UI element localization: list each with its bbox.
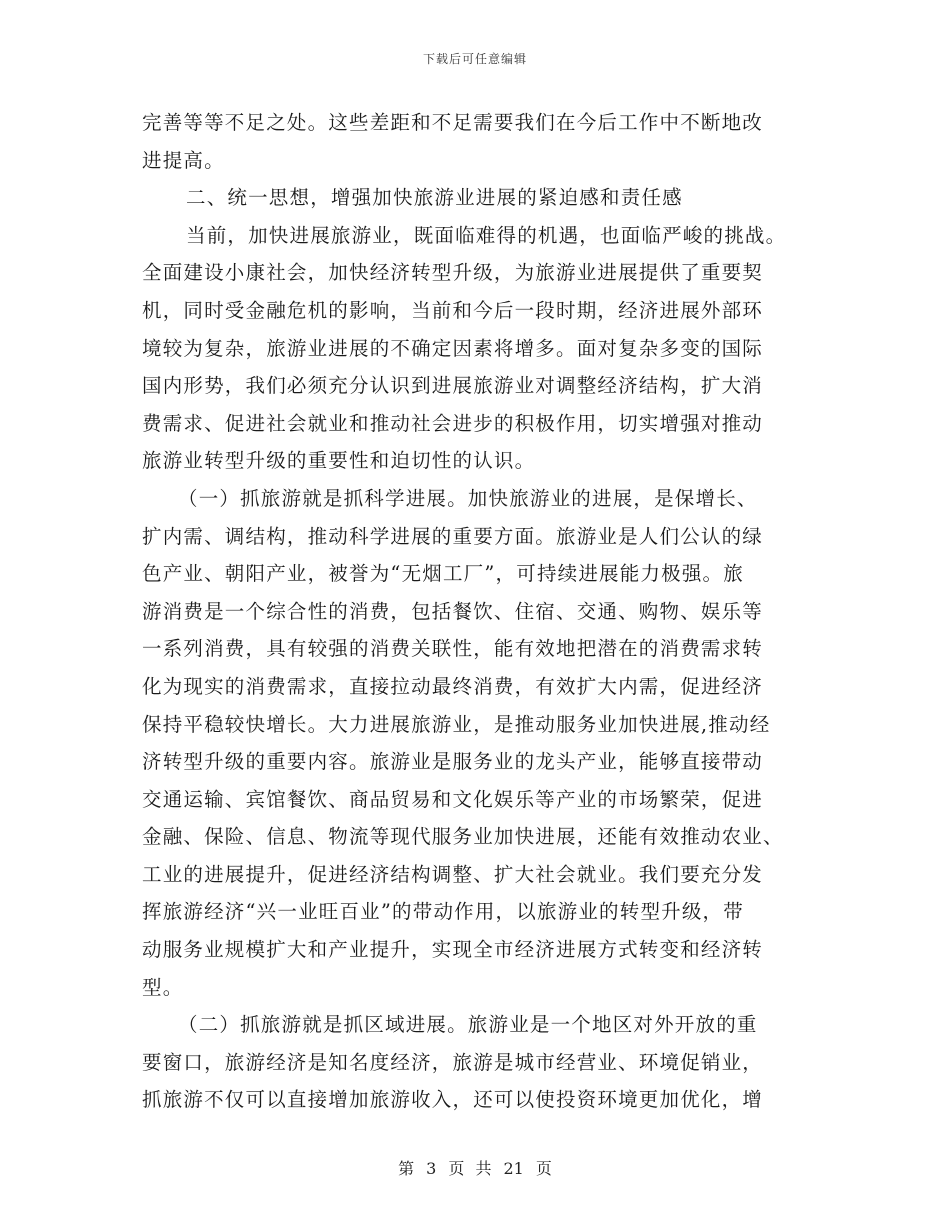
document-body <box>142 104 812 1119</box>
text-line: 金融、保险、信息、物流等现代服务业加快进展，还能有效推动农业、 <box>142 825 784 849</box>
subsection-line: （二）抓旅游就是抓区域进展。旅游业是一个地区对外开放的重 <box>178 1013 758 1037</box>
text-line: 工业的进展提升，促进经济结构调整、扩大社会就业。我们要充分发 <box>142 862 764 886</box>
footer-prefix: 第 <box>398 1159 415 1178</box>
total-pages-number: 21 <box>503 1159 524 1178</box>
text-line: 全面建设小康社会，加快经济转型升级，为旅游业进展提供了重要契 <box>142 261 764 285</box>
text-line: 济转型升级的重要内容。旅游业是服务业的龙头产业，能够直接带动 <box>142 750 764 774</box>
text-line: 国内形势，我们必须充分认识到进展旅游业对调整经济结构，扩大消 <box>142 374 764 398</box>
text-line: 型。 <box>142 975 184 999</box>
text-line: 旅游业转型升级的重要性和迫切性的认识。 <box>142 449 536 473</box>
section-heading: 二、统一思想，增强加快旅游业进展的紧迫感和责任感 <box>186 186 683 210</box>
text-line: 当前，加快进展旅游业，既面临难得的机遇，也面临严峻的挑战。 <box>186 223 787 247</box>
text-line: 要窗口，旅游经济是知名度经济，旅游是城市经营业、环境促销业， <box>142 1050 764 1074</box>
text-line: 机，同时受金融危机的影响，当前和今后一段时期，经济进展外部环 <box>142 298 764 322</box>
text-line: 挥旅游经济“兴一业旺百业”的带动作用，以旅游业的转型升级，带 <box>142 900 744 924</box>
subsection-line: （一）抓旅游就是抓科学进展。加快旅游业的进展，是保增长、 <box>178 486 758 510</box>
text-line: 抓旅游不仅可以直接增加旅游收入，还可以使投资环境更加优化，增 <box>142 1088 764 1112</box>
text-line: 交通运输、宾馆餐饮、商品贸易和文化娱乐等产业的市场繁荣，促进 <box>142 787 764 811</box>
text-line: 费需求、促进社会就业和推动社会进步的积极作用，切实增强对推动 <box>142 411 764 435</box>
text-line: 化为现实的消费需求，直接拉动最终消费，有效扩大内需，促进经济 <box>142 674 764 698</box>
footer-middle: 页 共 <box>448 1159 492 1178</box>
page-footer <box>0 1156 950 1179</box>
footer-suffix: 页 <box>535 1159 552 1178</box>
text-line: 境较为复杂，旅游业进展的不确定因素将增多。面对复杂多变的国际 <box>142 336 764 360</box>
page-header: 下载后可任意编辑 <box>422 52 527 66</box>
text-line: 色产业、朝阳产业，被誉为“无烟工厂”，可持续进展能力极强。旅 <box>142 562 744 586</box>
text-line: 扩内需、调结构，推动科学进展的重要方面。旅游业是人们公认的绿 <box>142 524 764 548</box>
text-line: 游消费是一个综合性的消费，包括餐饮、住宿、交通、购物、娱乐等 <box>142 599 764 623</box>
current-page-number: 3 <box>426 1159 437 1178</box>
text-line: 动服务业规模扩大和产业提升，实现全市经济进展方式转变和经济转 <box>142 938 764 962</box>
text-line: 保持平稳较快增长。大力进展旅游业，是推动服务业加快进展,推动经 <box>142 712 771 736</box>
text-line: 进提高。 <box>142 148 225 172</box>
text-line: 一系列消费，具有较强的消费关联性，能有效地把潜在的消费需求转 <box>142 637 764 661</box>
text-line: 完善等等不足之处。这些差距和不足需要我们在今后工作中不断地改 <box>142 111 764 134</box>
